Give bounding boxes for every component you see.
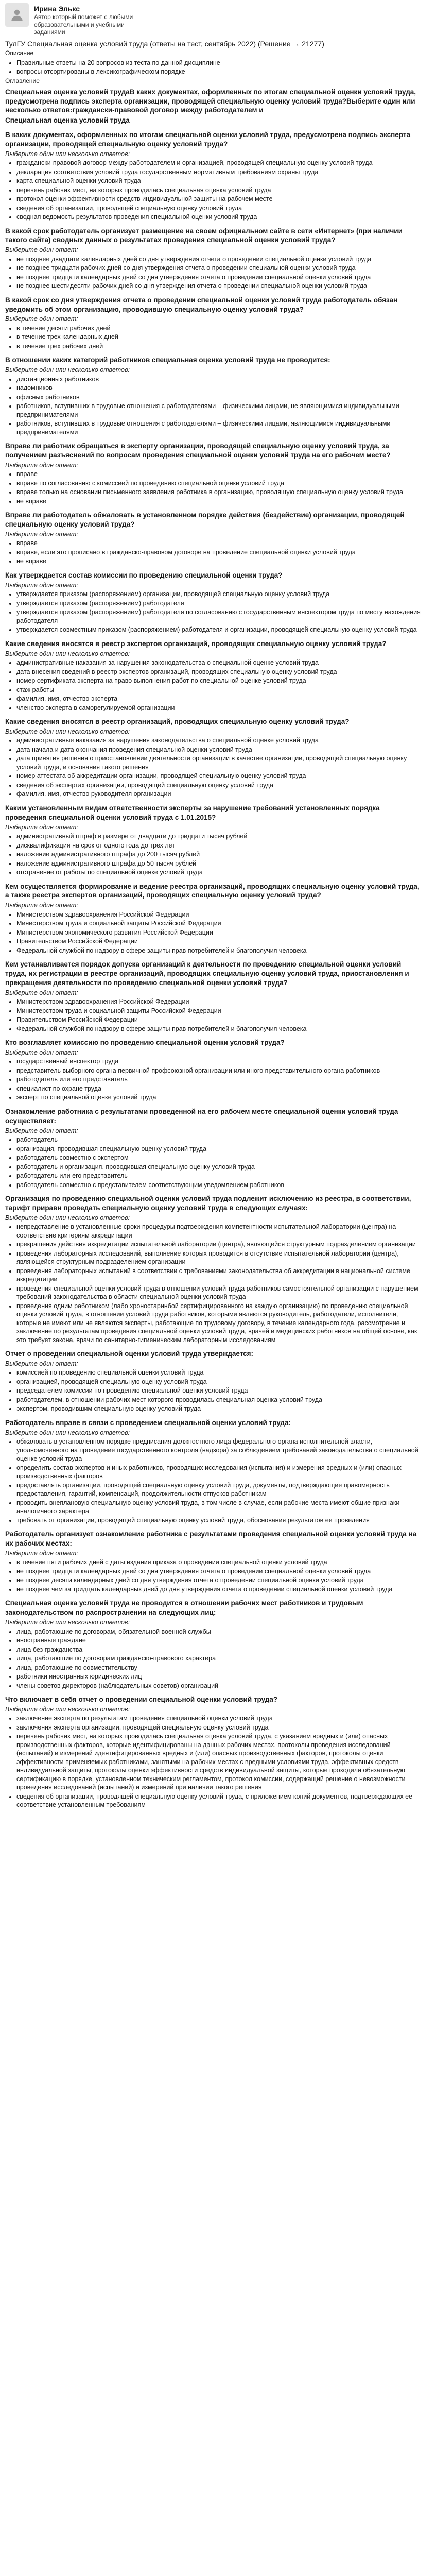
question-block bbox=[5, 1038, 421, 1102]
answer-options bbox=[5, 1628, 421, 1690]
question-block bbox=[5, 1107, 421, 1189]
answer-option: • дата принятия решения о приостановлении деятельности организации в качестве организации, проводящей специальную оценку условий труда, и основания такого решения bbox=[16, 754, 421, 771]
answer-option: • лица без гражданства bbox=[16, 1646, 421, 1654]
answer-options bbox=[5, 910, 421, 955]
description-item: • вопросы отсортированы в лексикографическом порядке bbox=[16, 67, 421, 76]
answer-option: • сведения об экспертах организации, проводящей специальную оценку условий труда bbox=[16, 781, 421, 790]
answer-option: • перечень рабочих мест, на которых проводилась специальная оценка условий труда, с указанием вредных и (или) опасных производственных факторов, которые идентифицированы на данных рабочих местах, протоколы проведения исследований (испытаний) и измерений идентифицированных вредных и (или) опасных производственных факторов, протоколы оценки эффективности применяемых работниками, занятыми на рабочих местах с вредными условиями труда, эффективных средств индивидуальной защиты, протоколы оценки эффективности средств индивидуальной защиты, которые проходили обязательную сертификацию в порядке, установленном техническим регламентом, протокол комиссии, содержащий решение о невозможности проведения исследований (испытаний) и измерений при наличии такого решения bbox=[16, 1732, 421, 1792]
answer-option: • сводная ведомость результатов проведения специальной оценки условий труда bbox=[16, 213, 421, 222]
answer-option: • специалист по охране труда bbox=[16, 1084, 421, 1093]
question-title: Что включает в себя отчет о проведении специальной оценки условий труда? bbox=[5, 1696, 278, 1704]
answer-options bbox=[5, 375, 421, 437]
answer-option: • работодатель bbox=[16, 1136, 421, 1144]
description-list bbox=[5, 59, 421, 76]
answer-option: • работников, вступивших в трудовые отношения с работодателями – физическими лицами, не являющимися индивидуальными предпринимателями bbox=[16, 402, 421, 419]
question-block bbox=[5, 355, 421, 436]
answer-option: • дата внесения сведений в реестр экспертов организаций, проводящих специальную оценку условий труда bbox=[16, 668, 421, 676]
answer-option: • предоставлять организации, проводящей специальную оценку условий труда, документы, подтверждающие правомерность предоставления, гарантий, компенсаций, продолжительности отпусков работникам bbox=[16, 1481, 421, 1498]
answer-option: • граждански-правовой договор между работодателем и организацией, проводящей специальную оценку условий труда bbox=[16, 159, 421, 167]
answer-option: • Министерством здравоохранения Российской Федерации bbox=[16, 997, 421, 1006]
author-avatar[interactable] bbox=[5, 3, 29, 27]
answer-option: • экспертом, проводившим специальную оценку условий труда bbox=[16, 1404, 421, 1413]
question-block bbox=[5, 1194, 421, 1344]
question-hint: Выберите один ответ: bbox=[5, 581, 78, 589]
question-hint: Выберите один или несколько ответов: bbox=[5, 150, 130, 158]
answer-option: • лица, работающие по договорам гражданско-правового характера bbox=[16, 1654, 421, 1663]
question-block bbox=[5, 804, 421, 877]
answer-option: • не позднее тридцати рабочих дней со дня утверждения отчета о проведении специальной оценки условий труда bbox=[16, 264, 421, 273]
question-title: Специальная оценка условий труда не проводится в отношении рабочих мест работников и трудовым законодательством по распространении на следующих лиц: bbox=[5, 1599, 363, 1617]
question-block bbox=[5, 1349, 421, 1413]
answer-option: • требовать от организации, проводящей специальную оценку условий труда, обоснования результатов ее проведения bbox=[16, 1516, 421, 1525]
question-title: Работодатель организует ознакомление работника с результатами проведения специальной оценки условий труда на их рабочих местах: bbox=[5, 1530, 417, 1548]
answer-option: • работодателем, в отношении рабочих мест которого проводилась специальная оценка условий труда bbox=[16, 1396, 421, 1404]
answer-option: • наложение административного штрафа до 200 тысяч рублей bbox=[16, 850, 421, 859]
question-block bbox=[5, 1599, 421, 1690]
author-header bbox=[5, 3, 421, 36]
question-hint: Выберите один ответ: bbox=[5, 461, 78, 469]
answer-option: • номер аттестата об аккредитации организации, проводящей специальную оценку условий труда bbox=[16, 772, 421, 781]
answer-option: • работодатель и организация, проводившая специальную оценку условий труда bbox=[16, 1163, 421, 1172]
answer-option: • организация, проводившая специальную оценку условий труда bbox=[16, 1145, 421, 1154]
answer-option: • в течение десяти рабочих дней bbox=[16, 324, 421, 333]
question-hint: Выберите один или несколько ответов: bbox=[5, 727, 130, 735]
answer-option: • фамилия, имя, отчество эксперта bbox=[16, 694, 421, 703]
answer-options bbox=[5, 159, 421, 222]
question-block bbox=[5, 1418, 421, 1524]
question-title: Кем устанавливается порядок допуска организаций к деятельности по проведению специальной оценки условий труда, их регистрации в реестре организаций, проводящих специальную оценку условий труда, приостановления и прекращения деятельности по проведению специальной оценки условий труда? bbox=[5, 960, 409, 987]
answer-option: • организацией, проводящей специальную оценку условий труда bbox=[16, 1378, 421, 1386]
answer-option: • проведения лабораторных исследований, выполнение которых проводится в отсутствие испытательной лаборатории (центра), являющейся структурным подразделением организации bbox=[16, 1249, 421, 1266]
question-title: Организация по проведению специальной оценки условий труда подлежит исключению из реестра, в соответствии, тарифт приравн проведать специальную оценку условий труда в следующих случаях: bbox=[5, 1195, 411, 1212]
answer-option: • проведения одним работником (лабо хроностаринбой сертифицированного на каждую организацию) по проведению специальной оценки условий труда, в отношении условий труда работников, которыми являются руководитель, работодатели, исполнители, которые не имеют или не являются эксперты, работающие по трудовому договору, в течение календарного года, рассмотрение и заключение по результатам проведения специальной оценки условий труда, врачей и медицинских работников на общей основе, как это требует закона, врачи по санитарно-гигиеническим лабораторным исследованиям bbox=[16, 1302, 421, 1345]
answer-option: • не позднее десяти календарных дней со дня утверждения отчета о проведении специальной оценки условий труда bbox=[16, 1576, 421, 1585]
question-block bbox=[5, 1695, 421, 1809]
answer-option: • заключения эксперта организации, проводящей специальную оценку условий труда bbox=[16, 1723, 421, 1732]
question-hint: Выберите один ответ: bbox=[5, 530, 78, 538]
document-title: ТулГУ Специальная оценка условий труда (ответы на тест, сентябрь 2022) (Решение → 21277) bbox=[5, 39, 324, 48]
answer-option: • Правительством Российской Федерации bbox=[16, 1015, 421, 1024]
answer-options bbox=[5, 1714, 421, 1809]
answer-option: • определить состав экспертов и иных работников, проводящих исследования (испытания) и измерения вредных и (или) опасных производственных факторов bbox=[16, 1464, 421, 1481]
question-title: Какие сведения вносятся в реестр экспертов организаций, проводящих специальную оценку условий труда? bbox=[5, 639, 387, 648]
user-icon bbox=[9, 7, 25, 23]
answer-option: • работники иностранных юридических лиц bbox=[16, 1672, 421, 1681]
question-block bbox=[5, 639, 421, 712]
question-block bbox=[5, 442, 421, 505]
answer-option: • работодатель или его представитель bbox=[16, 1075, 421, 1084]
question-block bbox=[5, 1530, 421, 1594]
question-block bbox=[5, 882, 421, 955]
answer-options bbox=[5, 1057, 421, 1102]
answer-option: • не вправе bbox=[16, 497, 421, 506]
question-hint: Выберите один или несколько ответов: bbox=[5, 1429, 130, 1436]
answer-option: • обжаловать в установленном порядке предписания должностного лица федерального органа исполнительной власти, уполномоченного на проведение государственного контроля (надзора) за соблюдением требований законодательства о специальной оценке условий труда bbox=[16, 1437, 421, 1463]
answer-option: • вправе bbox=[16, 470, 421, 479]
answer-option: • прекращения действия аккредитации испытательной лаборатории (центра), являющейся структурным подразделением организации bbox=[16, 1240, 421, 1249]
question-block bbox=[5, 227, 421, 291]
question-title: Вправе ли работник обращаться в эксперту организации, проводящей специальную оценку условий труда, за получением разъяснений по вопросам проведения специальной оценки условий труда на его рабочем месте? bbox=[5, 442, 391, 460]
answer-option: • дисквалификация на срок от одного года до трех лет bbox=[16, 841, 421, 850]
question-hint: Выберите один или несколько ответов: bbox=[5, 650, 130, 657]
author-name[interactable]: Ирина Элькс bbox=[34, 5, 80, 13]
answer-option: • не позднее чем за тридцать календарных дней до дня утверждения отчета о проведении специальной оценки условий труда bbox=[16, 1585, 421, 1594]
answer-option: • фамилия, имя, отчество руководителя организации bbox=[16, 790, 421, 799]
author-description: Автор который поможет с любыми образовательными и учебными заданиями bbox=[34, 13, 133, 36]
toc-label: Оглавление bbox=[5, 77, 40, 84]
answer-option: • утверждается приказом (распоряжением) работодателя по согласованию с государственным инспектором труда по месту нахождения работодателя bbox=[16, 608, 421, 625]
answer-option: • заключение эксперта по результатам проведения специальной оценки условий труда bbox=[16, 1714, 421, 1723]
answer-option: • лица, работающие по договорам, обязательной военной службы bbox=[16, 1628, 421, 1636]
answer-option: • работодатель совместно с представителем соответствующим уведомлением работников bbox=[16, 1181, 421, 1190]
answer-option: • сведения об организации, проводящей специальную оценку условий труда bbox=[16, 204, 421, 213]
answer-option: • надомников bbox=[16, 384, 421, 393]
answer-option: • вправе bbox=[16, 539, 421, 548]
question-hint: Выберите один ответ: bbox=[5, 315, 78, 323]
answer-options bbox=[5, 590, 421, 634]
answer-option: • членство эксперта в саморегулируемой организации bbox=[16, 704, 421, 713]
answer-option: • работников, вступивших в трудовые отношения с работодателями – физическими лицами, являющимися индивидуальными предпринимателями bbox=[16, 419, 421, 436]
answer-option: • эксперт по специальной оценке условий труда bbox=[16, 1093, 421, 1102]
answer-options bbox=[5, 997, 421, 1033]
answer-option: • наложение административного штрафа до 50 тысяч рублей bbox=[16, 859, 421, 868]
answer-option: • Министерством экономического развития Российской Федерации bbox=[16, 928, 421, 937]
answer-option: • дата начала и дата окончания проведения специальной оценки условий труда bbox=[16, 745, 421, 754]
answer-option: • не позднее тридцати календарных дней со дня утверждения отчета о проведении специальной оценки условий труда bbox=[16, 273, 421, 282]
answer-options bbox=[5, 736, 421, 799]
question-block bbox=[5, 960, 421, 1033]
answer-option: • не позднее двадцати календарных дней со дня утверждения отчета о проведении специальной оценки условий труда bbox=[16, 255, 421, 264]
answer-options bbox=[5, 324, 421, 351]
answer-option: • работодатель совместно с экспертом bbox=[16, 1154, 421, 1162]
answer-options bbox=[5, 539, 421, 566]
answer-option: • в течение трех рабочих дней bbox=[16, 342, 421, 351]
answer-option: • не позднее шестидесяти рабочих дней со дня утверждения отчета о проведении специальной оценки условий труда bbox=[16, 282, 421, 291]
answer-option: • лица, работающие по совместительству bbox=[16, 1664, 421, 1672]
question-hint: Выберите один ответ: bbox=[5, 1360, 78, 1367]
answer-option: • сведения об организации, проводящей специальную оценку условий труда, с приложением копий документов, подтверждающих ее соответствие установленным требованиям bbox=[16, 1792, 421, 1809]
question-hint: Выберите один ответ: bbox=[5, 989, 78, 996]
answer-option: • иностранные граждане bbox=[16, 1636, 421, 1645]
question-block bbox=[5, 571, 421, 634]
answer-option: • Министерством здравоохранения Российской Федерации bbox=[16, 910, 421, 919]
question-block bbox=[5, 296, 421, 351]
question-hint: Выберите один или несколько ответов: bbox=[5, 1705, 130, 1713]
answer-option: • комиссией по проведению специальной оценки условий труда bbox=[16, 1368, 421, 1377]
answer-option: • в течение трех календарных дней bbox=[16, 333, 421, 342]
question-hint: Выберите один ответ: bbox=[5, 902, 78, 909]
answer-option: • вправе только на основании письменного заявления работника в организацию, проводящую специальную оценку условий труда bbox=[16, 488, 421, 497]
answer-options bbox=[5, 832, 421, 877]
answer-options bbox=[5, 658, 421, 712]
toc-item[interactable]: Специальная оценка условий труда bbox=[5, 116, 130, 125]
question-title: Кем осуществляется формирование и ведение реестра организаций, проводящих специальную оценку условий труда, а также реестра экспертов организаций, проводящих специальную оценку условий труда? bbox=[5, 882, 420, 900]
answer-option: • офисных работников bbox=[16, 393, 421, 402]
answer-option: • карта специальной оценки условий труда bbox=[16, 177, 421, 185]
description-item: • Правильные ответы на 20 вопросов из теста по данной дисциплине bbox=[16, 59, 421, 67]
question-title: В отношении каких категорий работников специальная оценка условий труда не проводится: bbox=[5, 356, 330, 364]
question-hint: Выберите один ответ: bbox=[5, 1549, 78, 1557]
answer-option: • перечень рабочих мест, на которых проводилась специальная оценка условий труда bbox=[16, 186, 421, 195]
question-title: Отчет о проведении специальной оценки условий труда утверждается: bbox=[5, 1350, 254, 1358]
answer-option: • государственный инспектор труда bbox=[16, 1057, 421, 1066]
question-hint: Выберите один или несколько ответов: bbox=[5, 366, 130, 374]
answer-option: • протокол оценки эффективности средств индивидуальной защиты на рабочем месте bbox=[16, 195, 421, 204]
answer-options bbox=[5, 1223, 421, 1344]
answer-option: • вправе, если это прописано в гражданско-правовом договоре на проведение специальной оценки условий труда bbox=[16, 548, 421, 557]
description-label: Описание bbox=[5, 49, 34, 57]
question-hint: Выберите один или несколько ответов: bbox=[5, 1619, 130, 1626]
answer-option: • утверждается приказом (распоряжением) организации, проводящей специальную оценку условий труда bbox=[16, 590, 421, 599]
answer-option: • административные наказания за нарушения законодательства о специальной оценке условий труда bbox=[16, 736, 421, 745]
answer-option: • Федеральной службой по надзору в сфере защиты прав потребителей и благополучия человека bbox=[16, 1025, 421, 1033]
answer-option: • утверждается приказом (распоряжением) работодателя bbox=[16, 599, 421, 608]
question-title: В какой срок работодатель организует размещение на своем официальном сайте в сети «Интернет» (при наличии такого сайта) сводных данных о результатах проведения специальной оценки условий труда? bbox=[5, 227, 403, 244]
answer-options bbox=[5, 1136, 421, 1189]
question-hint: Выберите один ответ: bbox=[5, 1048, 78, 1056]
answer-option: • не вправе bbox=[16, 557, 421, 566]
answer-option: • Министерством труда и социальной защиты Российской Федерации bbox=[16, 919, 421, 928]
answer-option: • Министерством труда и социальной защиты Российской Федерации bbox=[16, 1007, 421, 1015]
answer-option: • административный штраф в размере от двадцати до тридцати тысяч рублей bbox=[16, 832, 421, 841]
answer-option: • не позднее тридцати календарных дней со дня утверждения отчета о проведении специальной оценки условий труда bbox=[16, 1567, 421, 1576]
answer-option: • стаж работы bbox=[16, 686, 421, 694]
answer-options bbox=[5, 1368, 421, 1413]
answer-option: • утверждается совместным приказом (распоряжением) работодателя и организации, проводящей специальную оценку условий труда bbox=[16, 625, 421, 634]
question-hint: Выберите один ответ: bbox=[5, 1127, 78, 1134]
question-title: Работодатель вправе в связи с проведением специальной оценки условий труда: bbox=[5, 1418, 291, 1427]
answer-option: • проведения специальной оценки условий труда в отношении условий труда работников самостоятельной организации с нарушением требований законодательства в области специальной оценки условий труда bbox=[16, 1284, 421, 1301]
answer-option: • административные наказания за нарушения законодательства о специальной оценке условий труда bbox=[16, 658, 421, 667]
question-block bbox=[5, 130, 421, 222]
question-title: Каким установленным видам ответственности эксперты за нарушение требований установленных порядка проведения специальной оценки условий труда с 1.01.2015? bbox=[5, 804, 380, 821]
question-block bbox=[5, 717, 421, 799]
question-hint: Выберите один ответ: bbox=[5, 246, 78, 254]
question-title: В какой срок со дня утверждения отчета о проведении специальной оценки условий труда работодатель обязан уведомить об этом организацию, проводившую специальную оценку условий труда? bbox=[5, 296, 398, 313]
answer-options bbox=[5, 1437, 421, 1524]
answer-option: • председателем комиссии по проведению специальной оценки условий труда bbox=[16, 1386, 421, 1395]
answer-option: • непредставление в установленные сроки процедуры подтверждения компетентности испытательной лаборатории (центра) на соответствие критериям аккредитации bbox=[16, 1223, 421, 1240]
question-title: Вправе ли работодатель обжаловать в установленном порядке действия (бездействие) организации, проводящей специальную оценку условий труда? bbox=[5, 511, 405, 529]
answer-option: • в течение пяти рабочих дней с даты издания приказа о проведении специальной оценки условий труда bbox=[16, 1558, 421, 1567]
answer-option: • представитель выборного органа первичной профсоюзной организации или иного представительного органа работников bbox=[16, 1066, 421, 1075]
question-title: Как утверждается состав комиссии по проведению специальной оценки труда? bbox=[5, 571, 283, 579]
questions-list bbox=[5, 130, 421, 1809]
toc-item[interactable]: Специальная оценка условий трудаВ каких документах, оформленных по итогам специальной оценки условий труда, предусмотрена подпись эксперта организации, проводящей специальную оценку условий труда?Выберите один или несколько ответов:граждански-правовой договор между работодателем и bbox=[5, 88, 416, 114]
question-title: В каких документах, оформленных по итогам специальной оценки условий труда, предусмотрена подпись эксперта организации, проводящей специальную оценку условий труда? bbox=[5, 131, 410, 148]
answer-option: • номер сертификата эксперта на право выполнения работ по специальной оценке условий труда bbox=[16, 676, 421, 685]
answer-options bbox=[5, 470, 421, 505]
answer-options bbox=[5, 1558, 421, 1594]
answer-option: • члены советов директоров (наблюдательных советов) организаций bbox=[16, 1682, 421, 1690]
answer-option: • проведения лабораторных испытаний в соответствии с требованиями законодательства об аккредитации в национальной системе аккредитации bbox=[16, 1267, 421, 1284]
question-title: Кто возглавляет комиссию по проведению специальной оценки условий труда? bbox=[5, 1039, 285, 1047]
answer-options bbox=[5, 255, 421, 291]
answer-option: • Федеральной службой по надзору в сфере защиты прав потребителей и благополучия человека bbox=[16, 946, 421, 955]
question-title: Какие сведения вносятся в реестр организаций, проводящих специальную оценку условий труда? bbox=[5, 718, 350, 726]
answer-option: • отстранение от работы по специальной оценке условий труда bbox=[16, 868, 421, 877]
answer-option: • работодатель или его представитель bbox=[16, 1172, 421, 1180]
author-info bbox=[34, 3, 137, 36]
answer-option: • проводить внеплановую специальную оценку условий труда, в том числе в случае, если рабочие места имеют общие признаки аналогичного характера bbox=[16, 1499, 421, 1516]
question-title: Ознакомление работника с результатами проведенной на его рабочем месте специальной оценки условий труда осуществляет: bbox=[5, 1107, 398, 1125]
answer-option: • вправе по согласованию с комиссией по проведению специальной оценки условий труда bbox=[16, 479, 421, 488]
answer-option: • Правительством Российской Федерации bbox=[16, 937, 421, 946]
answer-option: • дистанционных работников bbox=[16, 375, 421, 384]
question-block bbox=[5, 511, 421, 566]
answer-option: • декларация соответствия условий труда государственным нормативным требованиям охраны труда bbox=[16, 168, 421, 177]
question-hint: Выберите один ответ: bbox=[5, 823, 78, 831]
question-hint: Выберите один или несколько ответов: bbox=[5, 1214, 130, 1222]
